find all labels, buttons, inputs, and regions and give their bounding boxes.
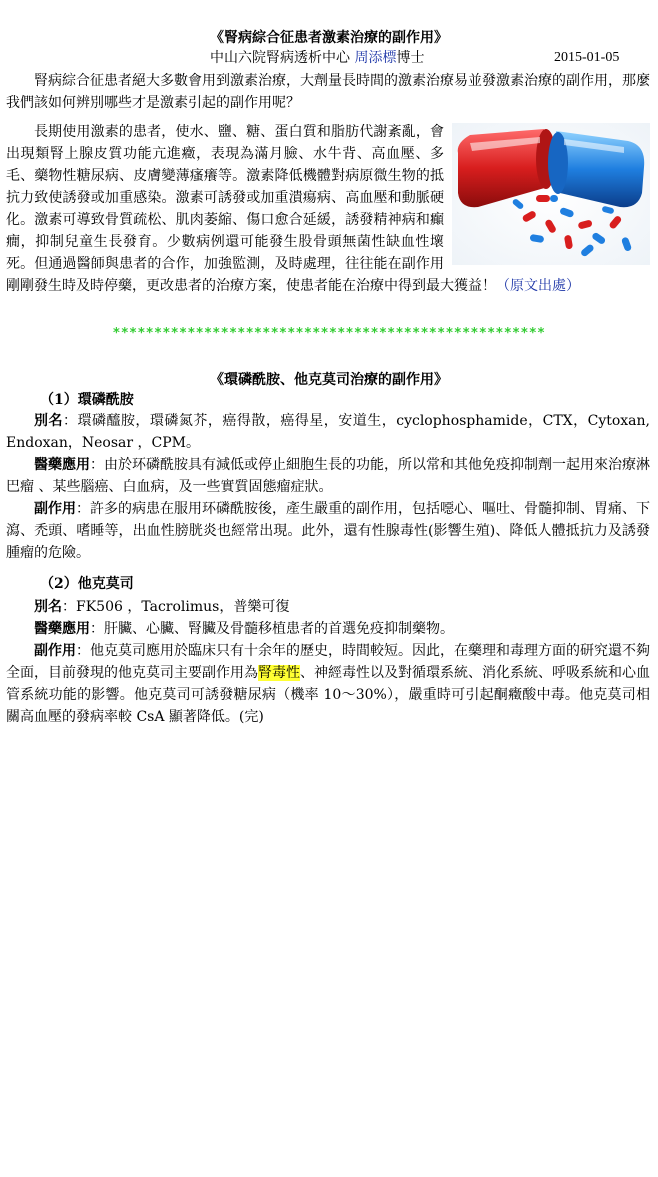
drug1-use: ：由於环磷酰胺具有減低或停止細胞生長的功能，所以常和其他免疫抑制劑一起用來治療淋巴瘤 、某些腦癌、白血病，及一些實質固態瘤症狀。: [6, 457, 650, 495]
star-divider: ****************************************************: [112, 326, 546, 341]
author-org-line: [210, 48, 424, 68]
drug1-use-label: 醫藥應用: [34, 457, 90, 473]
drug1-use-row: [6, 454, 650, 498]
capsule-pills-icon: [452, 123, 650, 265]
drug1-heading: （1）環磷酰胺: [40, 392, 134, 408]
source-link[interactable]: （原文出處）: [496, 278, 580, 294]
author-org: 中山六院腎病透析中心: [210, 50, 355, 66]
drug1-side-label: 副作用: [34, 501, 76, 517]
article1-body: 長期使用激素的患者，使水、鹽、糖、蛋白質和脂肪代謝紊亂，會出現類腎上腺皮質功能亢進癥，表現為滿月臉、水牛背、高血壓、多毛、藥物性糖尿病、皮膚變薄瘙癢等。激素降低機體對病原微生物的抵抗力致使誘發或加重感染。激素可誘發或加重潰瘍病、高血壓和動脈硬化。激素可導致骨質疏松、肌肉萎縮、傷口愈合延緩，誘發精神病和癲癇，抑制兒童生長發育。少數病例還可能發生股骨頭無菌性缺血性壞死。但通過醫師與患者的合作，加強監測，及時處理，往往能在副作用剛剛發生時及時停藥，更改患者的治療方案，使患者能在治療中得到最大獲益！: [6, 124, 496, 294]
drug1-details: [6, 410, 650, 564]
kidney-toxicity-highlight: 腎毒性: [258, 665, 300, 681]
drug1-alias-row: [6, 410, 650, 454]
drug2-side-row: [6, 640, 650, 728]
publish-date: 2015-01-05: [554, 50, 620, 65]
drug2-use: ：肝臟、心臟、腎臟及骨髓移植患者的首選免疫抑制藥物。: [90, 621, 454, 637]
article1-body-block: [6, 121, 650, 297]
drug2-side-before: ：他克莫司應用於臨床只有十余年的歷史，時間較短。因此，在藥理和毒理方面的研究還不夠全面，目前發現的他克莫司主要副作用為: [6, 643, 650, 681]
drug2-use-row: [6, 618, 650, 640]
drug2-use-label: 醫藥應用: [34, 621, 90, 637]
drug2-alias-row: [6, 596, 650, 618]
drug1-side: ：許多的病患在服用环磷酰胺後，產生嚴重的副作用，包括噁心、嘔吐、骨髓抑制、胃痛、下瀉、禿頭、嗜睡等，出血性膀胱炎也經常出現。此外，還有性腺毒性(影響生殖)、降低人體抵抗力及誘發腫瘤的危險。: [6, 501, 650, 561]
drug2-alias: ：FK506 ，Tacrolimus，普樂可復: [62, 599, 290, 615]
drug2-details: [6, 596, 650, 728]
article1-title: 《腎病綜合征患者激素治療的副作用》: [210, 30, 448, 46]
drug1-alias-label: 別名: [34, 413, 63, 429]
drug2-side-after: 、神經毒性以及對循環系統、消化系統、呼吸系統和心血管系統功能的影響。他克莫司可誘發糖尿病（機率 10～30%），嚴重時可引起酮癥酸中毒。他克莫司相關高血壓的發病率較 CsA 顯著降低。(完): [6, 665, 650, 725]
article1-intro: 腎病綜合征患者絕大多數會用到激素治療，大劑量長時間的激素治療易並發激素治療的副作用，那麼我們該如何辨別哪些才是激素引起的副作用呢？: [6, 73, 650, 111]
drug2-alias-label: 別名: [34, 599, 62, 615]
drug1-alias: ：環磷醯胺，環磷氮芥，癌得散，癌得星，安道生，cyclophosphamide，CTX，Cytoxan, Endoxan，Neosar ，CPM。: [6, 413, 650, 451]
author-title: 博士: [396, 50, 425, 66]
author-name-link[interactable]: 周添標: [354, 50, 397, 66]
article2-title: 《環磷酰胺、他克莫司治療的副作用》: [210, 372, 448, 388]
drug1-side-row: [6, 498, 650, 564]
drug2-side-label: 副作用: [34, 643, 76, 659]
drug2-heading: （2）他克莫司: [40, 576, 134, 592]
